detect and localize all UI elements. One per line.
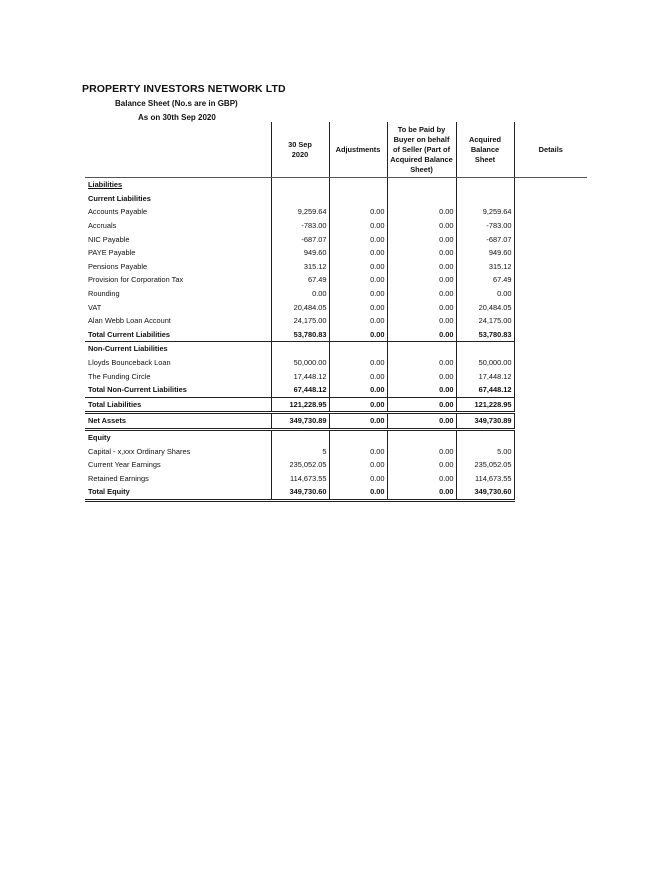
header-row [85, 122, 587, 178]
row-label [85, 314, 271, 328]
value-to-be-paid: 0.00 [387, 300, 456, 314]
row-label [85, 369, 271, 383]
value-adjustments: 0.00 [329, 369, 387, 383]
value-acquired: 9,259.64 [456, 205, 514, 219]
value-30-sep-2020: 24,175.00 [271, 314, 329, 328]
value-30-sep-2020: 9,259.64 [271, 205, 329, 219]
col-header-details: Details [514, 122, 587, 178]
value-adjustments [329, 429, 387, 444]
value-30-sep-2020: 67,448.12 [271, 383, 329, 397]
value-adjustments: 0.00 [329, 413, 387, 430]
row-label [85, 342, 271, 356]
value-adjustments: 0.00 [329, 328, 387, 342]
row-label-text: Retained Earnings [88, 473, 149, 483]
value-to-be-paid: 0.00 [387, 328, 456, 342]
value-adjustments: 0.00 [329, 444, 387, 458]
col-header-to-be-paid: To be Paid by Buyer on behalf of Seller (Part of Acquired Balance Sheet) [387, 122, 456, 178]
row-label [85, 300, 271, 314]
value-30-sep-2020: 114,673.55 [271, 471, 329, 485]
value-details [514, 397, 587, 413]
table-row [85, 205, 587, 219]
row-label-text: Lloyds Bounceback Loan [88, 358, 171, 368]
value-adjustments: 0.00 [329, 471, 387, 485]
row-label [85, 328, 271, 342]
value-acquired: -783.00 [456, 219, 514, 233]
value-details [514, 328, 587, 342]
balance-sheet-table [85, 122, 587, 502]
row-label-text: Liabilities [88, 180, 123, 190]
table-row [85, 383, 587, 397]
value-adjustments [329, 342, 387, 356]
value-to-be-paid: 0.00 [387, 273, 456, 287]
value-adjustments: 0.00 [329, 314, 387, 328]
value-30-sep-2020 [271, 192, 329, 206]
row-label [85, 413, 271, 430]
value-acquired [456, 429, 514, 444]
value-acquired: 949.60 [456, 246, 514, 260]
value-30-sep-2020 [271, 429, 329, 444]
value-adjustments: 0.00 [329, 383, 387, 397]
value-details [514, 192, 587, 206]
value-to-be-paid: 0.00 [387, 383, 456, 397]
row-label [85, 383, 271, 397]
value-adjustments: 0.00 [329, 458, 387, 472]
table-row [85, 413, 587, 430]
table-row [85, 232, 587, 246]
value-acquired: 114,673.55 [456, 471, 514, 485]
value-acquired [456, 192, 514, 206]
value-adjustments: 0.00 [329, 219, 387, 233]
table-row [85, 485, 587, 500]
table-row [85, 397, 587, 413]
value-acquired: 24,175.00 [456, 314, 514, 328]
table-row [85, 314, 587, 328]
value-details [514, 178, 587, 192]
row-label [85, 178, 271, 192]
row-label [85, 356, 271, 370]
row-label [85, 273, 271, 287]
table-row [85, 458, 587, 472]
value-30-sep-2020: 17,448.12 [271, 369, 329, 383]
row-label [85, 219, 271, 233]
report-subtitle: Balance Sheet (No.s are in GBP) [115, 99, 238, 108]
row-label-text: Current Year Earnings [88, 460, 161, 470]
value-to-be-paid: 0.00 [387, 397, 456, 413]
row-label-text: PAYE Payable [88, 248, 136, 258]
value-to-be-paid: 0.00 [387, 444, 456, 458]
table-row [85, 471, 587, 485]
value-to-be-paid [387, 178, 456, 192]
value-to-be-paid: 0.00 [387, 369, 456, 383]
value-to-be-paid: 0.00 [387, 232, 456, 246]
table-row [85, 369, 587, 383]
row-label-text: Accounts Payable [88, 207, 148, 217]
table-row [85, 178, 587, 192]
table-row [85, 273, 587, 287]
value-acquired: -687.07 [456, 232, 514, 246]
value-adjustments [329, 178, 387, 192]
value-details [514, 369, 587, 383]
value-to-be-paid: 0.00 [387, 260, 456, 274]
value-details [514, 273, 587, 287]
row-label-text: NIC Payable [88, 234, 130, 244]
row-label-text: Total Liabilities [88, 399, 142, 409]
row-label-text: Capital - x,xxx Ordinary Shares [88, 446, 191, 456]
value-30-sep-2020: 20,484.05 [271, 300, 329, 314]
value-details [514, 287, 587, 301]
table-row [85, 342, 587, 356]
value-30-sep-2020: 5 [271, 444, 329, 458]
value-details [514, 429, 587, 444]
value-acquired: 349,730.89 [456, 413, 514, 430]
table-row [85, 287, 587, 301]
value-details [514, 413, 587, 430]
row-label-text: Accruals [88, 221, 117, 231]
table-row [85, 260, 587, 274]
value-adjustments: 0.00 [329, 485, 387, 500]
table-row [85, 356, 587, 370]
value-details [514, 219, 587, 233]
row-label [85, 429, 271, 444]
col-header-30-sep-2020: 30 Sep 2020 [271, 122, 329, 178]
row-label [85, 205, 271, 219]
value-to-be-paid: 0.00 [387, 471, 456, 485]
value-details [514, 205, 587, 219]
value-to-be-paid [387, 342, 456, 356]
value-acquired: 67,448.12 [456, 383, 514, 397]
value-details [514, 458, 587, 472]
row-label [85, 397, 271, 413]
value-adjustments [329, 192, 387, 206]
row-label [85, 458, 271, 472]
value-acquired: 349,730.60 [456, 485, 514, 500]
value-to-be-paid: 0.00 [387, 413, 456, 430]
value-adjustments: 0.00 [329, 287, 387, 301]
row-label [85, 485, 271, 500]
table-row [85, 192, 587, 206]
table-row [85, 444, 587, 458]
row-label [85, 246, 271, 260]
report-date: As on 30th Sep 2020 [138, 113, 216, 122]
value-adjustments: 0.00 [329, 232, 387, 246]
table-row [85, 219, 587, 233]
value-adjustments: 0.00 [329, 356, 387, 370]
row-label-text: Total Equity [88, 487, 130, 497]
value-30-sep-2020: 53,780.83 [271, 328, 329, 342]
row-label-text: Pensions Payable [88, 261, 148, 271]
value-details [514, 356, 587, 370]
value-to-be-paid: 0.00 [387, 356, 456, 370]
row-label-text: Total Non-Current Liabilities [88, 385, 187, 395]
value-to-be-paid [387, 192, 456, 206]
value-30-sep-2020: 349,730.89 [271, 413, 329, 430]
value-details [514, 471, 587, 485]
row-label-text: The Funding Circle [88, 371, 151, 381]
table-row [85, 328, 587, 342]
value-acquired: 121,228.95 [456, 397, 514, 413]
value-30-sep-2020 [271, 178, 329, 192]
value-details [514, 383, 587, 397]
value-details [514, 485, 587, 500]
value-acquired: 53,780.83 [456, 328, 514, 342]
value-acquired: 5.00 [456, 444, 514, 458]
row-label-text: Rounding [88, 289, 120, 299]
value-30-sep-2020: 0.00 [271, 287, 329, 301]
row-label [85, 287, 271, 301]
value-to-be-paid: 0.00 [387, 485, 456, 500]
value-details [514, 342, 587, 356]
value-to-be-paid: 0.00 [387, 458, 456, 472]
value-30-sep-2020: 949.60 [271, 246, 329, 260]
value-acquired [456, 178, 514, 192]
value-30-sep-2020: 235,052.05 [271, 458, 329, 472]
value-acquired: 67.49 [456, 273, 514, 287]
col-header-adjustments: Adjustments [329, 122, 387, 178]
value-to-be-paid: 0.00 [387, 287, 456, 301]
row-label [85, 192, 271, 206]
table-row [85, 429, 587, 444]
value-30-sep-2020: 121,228.95 [271, 397, 329, 413]
value-details [514, 246, 587, 260]
row-label-text: Provision for Corporation Tax [88, 275, 184, 285]
table-row [85, 300, 587, 314]
value-acquired: 315.12 [456, 260, 514, 274]
row-label-text: Alan Webb Loan Account [88, 316, 171, 326]
value-details [514, 260, 587, 274]
value-acquired: 20,484.05 [456, 300, 514, 314]
row-label-text: Non-Current Liabilities [88, 344, 168, 354]
value-to-be-paid: 0.00 [387, 246, 456, 260]
value-30-sep-2020: 315.12 [271, 260, 329, 274]
value-30-sep-2020: 67.49 [271, 273, 329, 287]
value-adjustments: 0.00 [329, 260, 387, 274]
value-details [514, 314, 587, 328]
value-30-sep-2020: 50,000.00 [271, 356, 329, 370]
row-label-text: VAT [88, 302, 102, 312]
row-label-text: Equity [88, 432, 111, 442]
value-adjustments: 0.00 [329, 205, 387, 219]
row-label [85, 260, 271, 274]
company-name: PROPERTY INVESTORS NETWORK LTD [82, 83, 286, 95]
value-30-sep-2020: -687.07 [271, 232, 329, 246]
value-30-sep-2020: -783.00 [271, 219, 329, 233]
value-acquired: 50,000.00 [456, 356, 514, 370]
value-details [514, 300, 587, 314]
value-30-sep-2020 [271, 342, 329, 356]
row-label [85, 471, 271, 485]
col-header-label [85, 122, 271, 178]
value-30-sep-2020: 349,730.60 [271, 485, 329, 500]
value-acquired: 235,052.05 [456, 458, 514, 472]
row-label-text: Current Liabilities [88, 193, 151, 203]
value-acquired [456, 342, 514, 356]
table-row [85, 246, 587, 260]
value-adjustments: 0.00 [329, 273, 387, 287]
col-header-acquired-balance-sheet: Acquired Balance Sheet [456, 122, 514, 178]
balance-sheet [85, 122, 587, 502]
value-adjustments: 0.00 [329, 246, 387, 260]
value-to-be-paid: 0.00 [387, 314, 456, 328]
value-to-be-paid: 0.00 [387, 219, 456, 233]
value-acquired: 17,448.12 [456, 369, 514, 383]
row-label [85, 444, 271, 458]
value-details [514, 232, 587, 246]
value-acquired: 0.00 [456, 287, 514, 301]
row-label [85, 232, 271, 246]
row-label-text: Total Current Liabilities [88, 329, 170, 339]
value-adjustments: 0.00 [329, 397, 387, 413]
value-adjustments: 0.00 [329, 300, 387, 314]
value-details [514, 444, 587, 458]
row-label-text: Net Assets [88, 416, 126, 426]
value-to-be-paid [387, 429, 456, 444]
value-to-be-paid: 0.00 [387, 205, 456, 219]
